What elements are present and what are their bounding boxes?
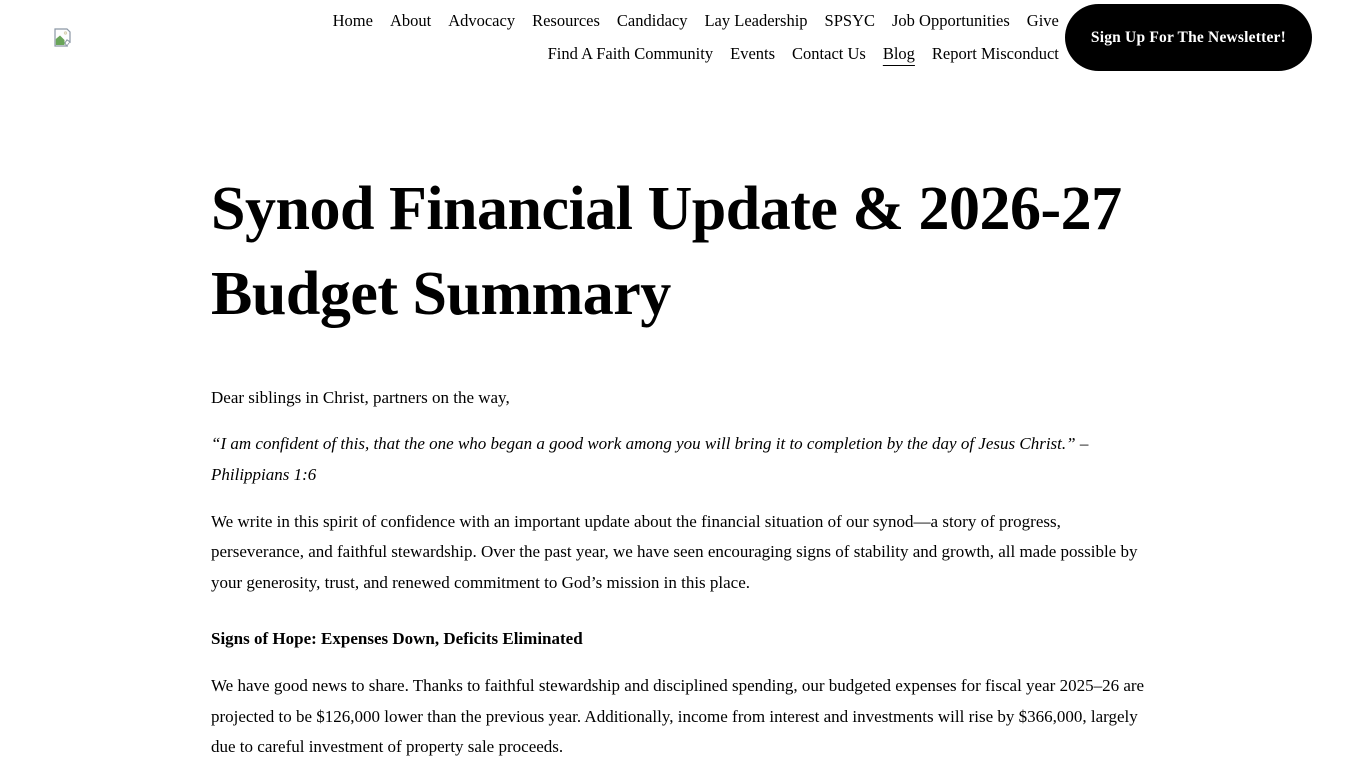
nav-item-events[interactable]: Events — [730, 44, 776, 63]
blog-article — [211, 167, 1155, 763]
nav-item-report-misconduct[interactable]: Report Misconduct — [931, 44, 1059, 63]
nav-item-advocacy[interactable]: Advocacy — [448, 10, 516, 30]
body-paragraph-2: We have good news to share. Thanks to faithful stewardship and disciplined spending, our budgeted expenses for fiscal year 2025–26 are projected to be $126,000 lower than the previous year. Additionally, income from interest and investments will rise by $366,000, largely due to careful investment of property sale proceeds. — [211, 676, 1145, 757]
nav-item-candidacy[interactable]: Candidacy — [616, 10, 688, 30]
greeting-paragraph: Dear siblings in Christ, partners on the way, — [211, 387, 510, 407]
nav-item-home[interactable]: Home — [332, 10, 373, 30]
article-body — [211, 383, 1155, 763]
site-logo[interactable] — [54, 28, 74, 47]
nav-item-find-a-faith-community[interactable]: Find A Faith Community — [547, 44, 714, 63]
scripture-quote: “I am confident of this, that the one who began a good work among you will bring it to completion by the day of Jesus Christ.” – Philippians 1:6 — [211, 434, 1089, 485]
nav-item-lay-leadership[interactable]: Lay Leadership — [704, 10, 808, 30]
nav-item-resources[interactable]: Resources — [532, 10, 600, 30]
nav-item-spsyc[interactable]: SPSYC — [824, 10, 875, 30]
newsletter-signup-button[interactable]: Sign Up For The Newsletter! — [1065, 4, 1312, 71]
section-subheading: Signs of Hope: Expenses Down, Deficits Eliminated — [211, 629, 583, 649]
nav-item-job-opportunities[interactable]: Job Opportunities — [892, 10, 1010, 30]
nav-row-primary — [333, 12, 1059, 30]
nav-item-blog[interactable]: Blog — [882, 44, 915, 63]
nav-item-contact-us[interactable]: Contact Us — [792, 44, 866, 63]
nav-item-about[interactable]: About — [389, 10, 432, 30]
site-header — [0, 0, 1366, 77]
nav-item-give[interactable]: Give — [1026, 10, 1059, 30]
main-navigation — [333, 12, 1065, 63]
body-paragraph-1: We write in this spirit of confidence with an important update about the financial situation of our synod—a story of progress, perseverance, and faithful stewardship. Over the past year, we have seen encouraging signs of stability and growth, all made possible by your generosity, trust, and renewed commitment to God’s mission in this place. — [211, 511, 1138, 592]
article-title: Synod Financial Update & 2026-27 Budget Summary — [211, 175, 1122, 328]
broken-image-icon — [54, 28, 71, 47]
nav-row-secondary — [548, 45, 1059, 63]
